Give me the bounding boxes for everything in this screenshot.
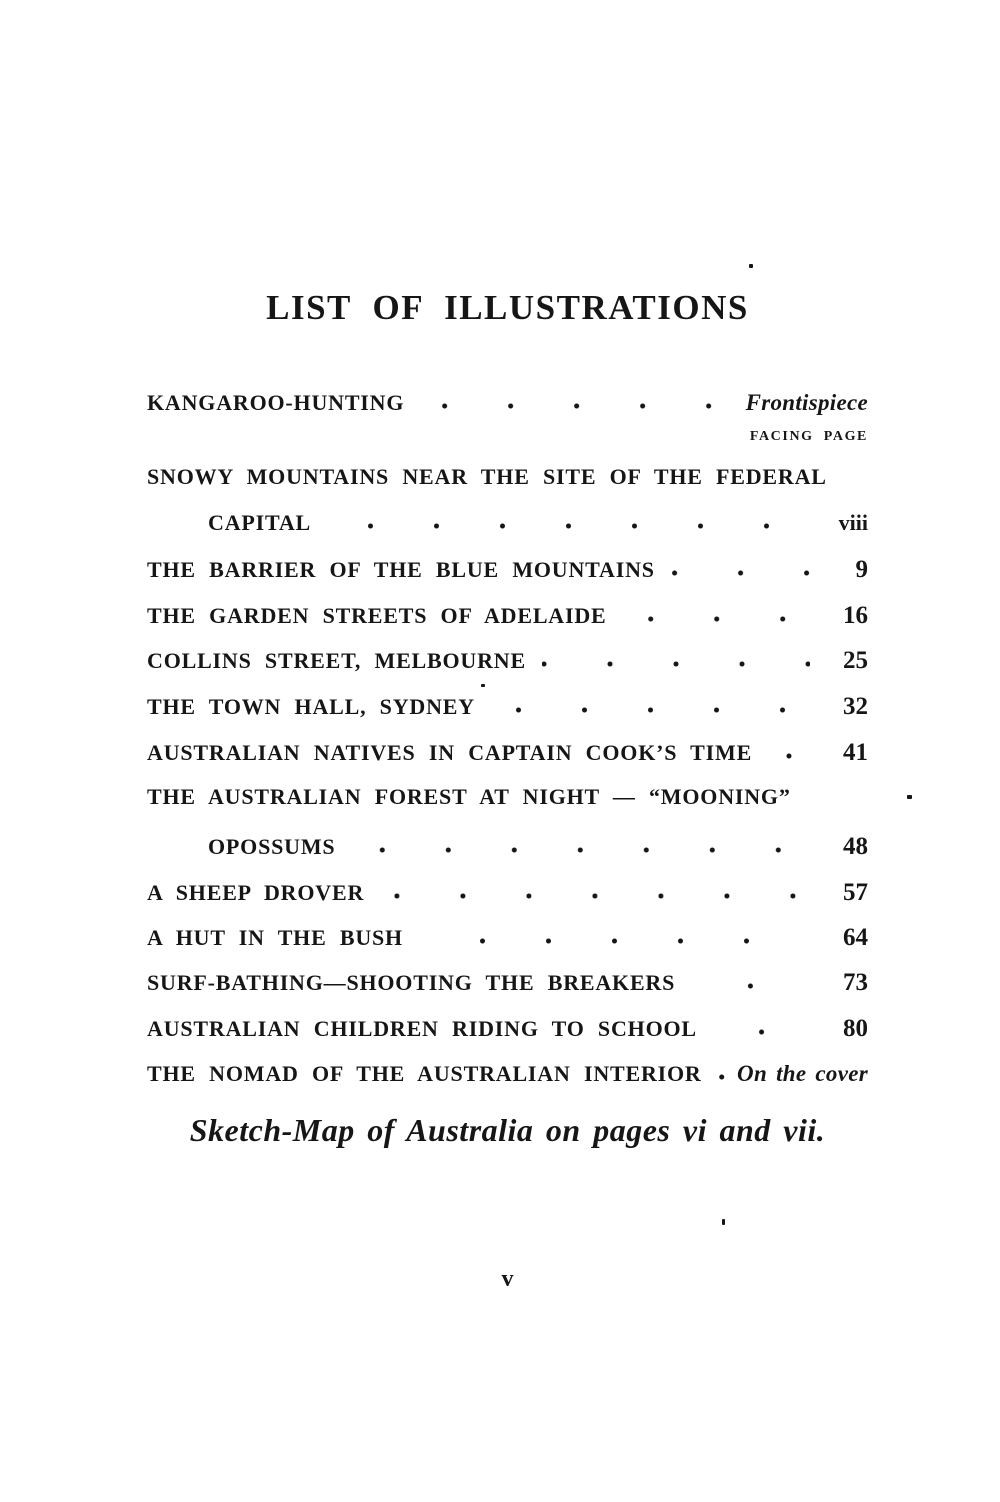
toc-entry-title: SURF-BATHING—SHOOTING THE BREAKERS <box>147 970 676 995</box>
toc-entry <box>147 555 868 585</box>
toc-entry-title: KANGAROO-HUNTING <box>147 390 405 415</box>
facing-page-label: FACING PAGE <box>749 429 868 444</box>
toc-entry <box>147 738 868 768</box>
dot-leader <box>542 660 810 668</box>
page-ref: viii <box>838 510 868 535</box>
toc-entry-title: AUSTRALIAN NATIVES IN CAPTAIN COOK’S TIME <box>147 740 753 765</box>
folio-page-number: v <box>501 1266 514 1292</box>
toc-entry <box>147 389 868 416</box>
page-ref: 48 <box>843 833 868 860</box>
scan-speck <box>722 1219 725 1225</box>
toc-entry <box>147 1014 868 1044</box>
dot-leader <box>419 937 810 945</box>
toc-entry-title: A SHEEP DROVER <box>147 880 365 905</box>
page-ref: 73 <box>843 969 868 996</box>
dot-leader <box>327 522 810 530</box>
toc-entry-title: THE NOMAD OF THE AUSTRALIAN INTERIOR <box>147 1061 702 1086</box>
page-ref: 41 <box>843 739 868 766</box>
toc-entry-continuation <box>147 510 868 536</box>
toc-entry-title: AUSTRALIAN CHILDREN RIDING TO SCHOOL <box>147 1016 697 1041</box>
toc-entry <box>147 784 868 810</box>
dot-leader <box>491 706 810 714</box>
facing-page-row <box>147 429 868 446</box>
toc-entry-title: SNOWY MOUNTAINS NEAR THE SITE OF THE FEDERAL <box>147 464 827 489</box>
page-ref: 9 <box>855 556 868 583</box>
page-ref: 57 <box>843 879 868 906</box>
toc-entry <box>147 692 868 722</box>
dot-leader <box>420 402 733 410</box>
toc-entry-title: THE TOWN HALL, SYDNEY <box>147 694 475 719</box>
toc-entry-title: A HUT IN THE BUSH <box>147 925 403 950</box>
dot-leader <box>623 615 810 623</box>
toc-entry <box>147 968 868 998</box>
page-ref: On the cover <box>737 1061 868 1086</box>
toc-entry-title: THE AUSTRALIAN FOREST AT NIGHT — “MOONING” <box>147 784 791 809</box>
page-ref: 25 <box>843 647 868 674</box>
toc-entry <box>147 878 868 908</box>
text-column <box>147 0 868 1502</box>
page-ref: 32 <box>843 693 868 720</box>
page-ref: 80 <box>843 1015 868 1042</box>
dot-leader <box>713 1028 810 1036</box>
toc-entry-title: COLLINS STREET, MELBOURNE <box>147 648 526 673</box>
dot-leader <box>351 846 810 854</box>
dot-leader <box>691 982 810 990</box>
page-title: LIST OF ILLUSTRATIONS <box>266 288 749 327</box>
page-ref: 64 <box>843 924 868 951</box>
toc-entry-title: CAPITAL <box>208 510 311 535</box>
map-note: Sketch-Map of Australia on pages vi and vii. <box>189 1112 826 1148</box>
dot-leader <box>768 752 810 760</box>
toc-entry-continuation <box>147 832 868 862</box>
dot-leader <box>380 892 810 900</box>
scan-speck <box>749 264 753 268</box>
toc-entry-title: THE BARRIER OF THE BLUE MOUNTAINS <box>147 557 655 582</box>
page-ref: Frontispiece <box>745 390 868 415</box>
scan-speck <box>907 795 912 799</box>
scan-speck <box>481 684 485 687</box>
toc-entry <box>147 464 868 490</box>
toc-entry <box>147 646 868 676</box>
dot-leader <box>718 1073 725 1081</box>
toc-entry-title: THE GARDEN STREETS OF ADELAIDE <box>147 603 607 628</box>
toc-entry <box>147 1060 868 1087</box>
toc-entry <box>147 923 868 953</box>
toc-entry <box>147 601 868 631</box>
toc-entry-title: OPOSSUMS <box>208 834 336 859</box>
dot-leader <box>671 569 810 577</box>
page-ref: 16 <box>843 602 868 629</box>
